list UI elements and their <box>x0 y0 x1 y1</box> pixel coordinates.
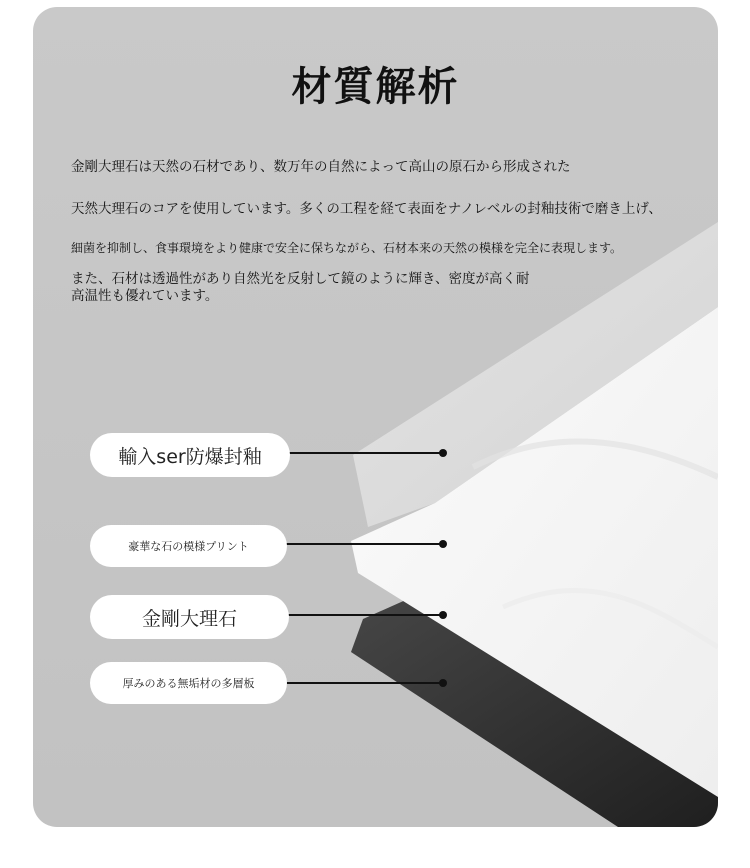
layer-label-glaze: 輸入ser防爆封釉 <box>90 433 290 477</box>
layer-label-plywood: 厚みのある無垢材の多層板 <box>90 662 287 704</box>
description-line-3: 細菌を抑制し、食事環境をより健康で安全に保ちながら、石材本来の天然の模様を完全に表現します。 <box>71 241 623 255</box>
slab-layers-illustration <box>33 7 718 827</box>
leader-dot-1 <box>439 449 447 457</box>
description-line-2: 天然大理石のコアを使用しています。多くの工程を経て表面をナノレベルの封釉技術で磨き上げ、 <box>71 201 662 217</box>
layer-label-marble: 金剛大理石 <box>90 595 289 639</box>
leader-dot-2 <box>439 540 447 548</box>
description-line-1: 金剛大理石は天然の石材であり、数万年の自然によって高山の原石から形成された <box>71 159 571 175</box>
leader-dot-3 <box>439 611 447 619</box>
leader-dot-4 <box>439 679 447 687</box>
layer-label-print: 豪華な石の模様プリント <box>90 525 287 567</box>
description-line-4: また、石材は透過性があり自然光を反射して鏡のように輝き、密度が高く耐 高温性も優れています。 <box>71 271 530 304</box>
material-card <box>33 7 718 827</box>
page-title: 材質解析 <box>291 64 460 110</box>
